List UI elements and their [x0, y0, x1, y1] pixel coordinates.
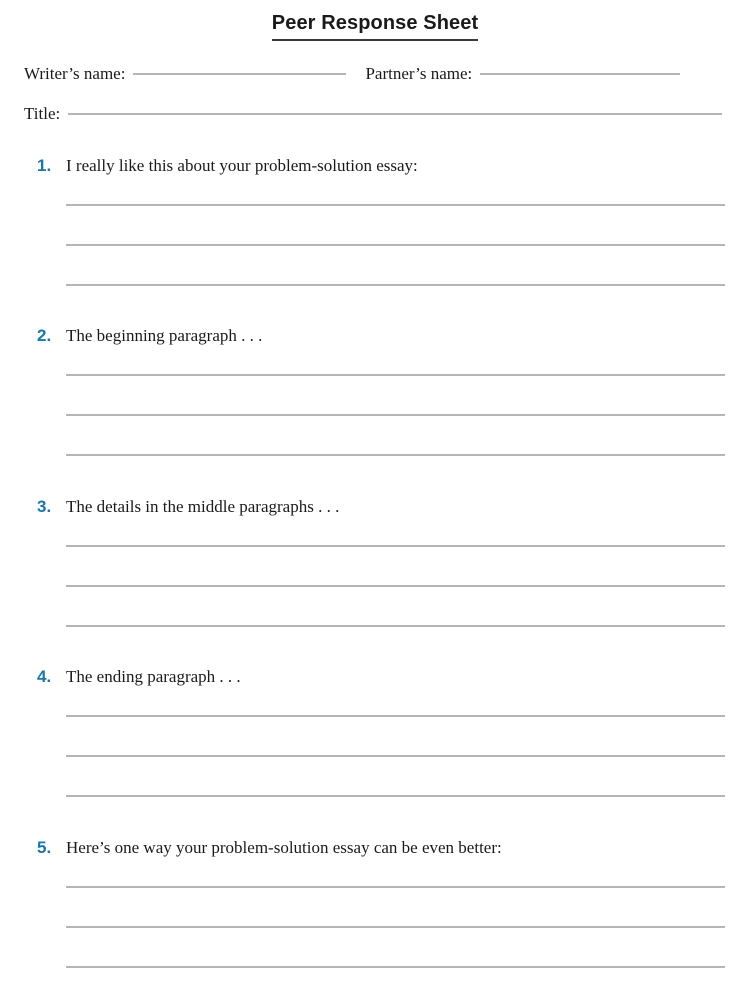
response-item-number: 4. — [37, 667, 52, 686]
response-answer-area[interactable] — [66, 204, 725, 286]
response-item-header — [0, 837, 750, 863]
writer-name-input-rule[interactable] — [133, 73, 346, 75]
response-item-prompt: I really like this about your problem-solution essay: — [66, 156, 418, 175]
title-field-row — [24, 104, 726, 130]
response-item-prompt: The ending paragraph . . . — [66, 667, 241, 686]
response-item-header — [0, 666, 750, 692]
page-title: Peer Response Sheet — [272, 12, 478, 41]
partner-name-field — [365, 64, 680, 84]
response-item-number: 3. — [37, 497, 52, 516]
answer-line[interactable] — [66, 625, 725, 627]
answer-line[interactable] — [66, 545, 725, 547]
essay-title-label: Title: — [24, 104, 61, 123]
response-item-prompt: The beginning paragraph . . . — [66, 326, 263, 345]
partner-name-label: Partner’s name: — [365, 64, 473, 83]
names-field-row — [24, 64, 726, 90]
answer-line[interactable] — [66, 244, 725, 246]
partner-name-input-rule[interactable] — [480, 73, 680, 75]
answer-line[interactable] — [66, 755, 725, 757]
answer-line[interactable] — [66, 886, 725, 888]
response-item-header — [0, 325, 750, 351]
essay-title-field — [24, 104, 722, 124]
response-item-number: 5. — [37, 838, 52, 857]
answer-line[interactable] — [66, 454, 725, 456]
answer-line[interactable] — [66, 374, 725, 376]
writer-name-label: Writer’s name: — [24, 64, 126, 83]
essay-title-input-rule[interactable] — [68, 113, 722, 115]
response-answer-area[interactable] — [66, 886, 725, 968]
answer-line[interactable] — [66, 284, 725, 286]
page-title-container — [0, 12, 750, 41]
response-item-header — [0, 155, 750, 181]
response-item-number: 2. — [37, 326, 52, 345]
answer-line[interactable] — [66, 414, 725, 416]
response-answer-area[interactable] — [66, 545, 725, 627]
answer-line[interactable] — [66, 926, 725, 928]
response-item — [0, 666, 750, 692]
response-answer-area[interactable] — [66, 374, 725, 456]
response-item-prompt: The details in the middle paragraphs . . . — [66, 497, 340, 516]
answer-line[interactable] — [66, 966, 725, 968]
response-item — [0, 837, 750, 863]
response-item-prompt: Here’s one way your problem-solution essay can be even better: — [66, 838, 502, 857]
answer-line[interactable] — [66, 795, 725, 797]
answer-line[interactable] — [66, 715, 725, 717]
response-item-number: 1. — [37, 156, 52, 175]
answer-line[interactable] — [66, 585, 725, 587]
writer-name-field — [24, 64, 346, 84]
response-item — [0, 496, 750, 522]
answer-line[interactable] — [66, 204, 725, 206]
response-answer-area[interactable] — [66, 715, 725, 797]
response-item — [0, 325, 750, 351]
response-item — [0, 155, 750, 181]
response-item-header — [0, 496, 750, 522]
